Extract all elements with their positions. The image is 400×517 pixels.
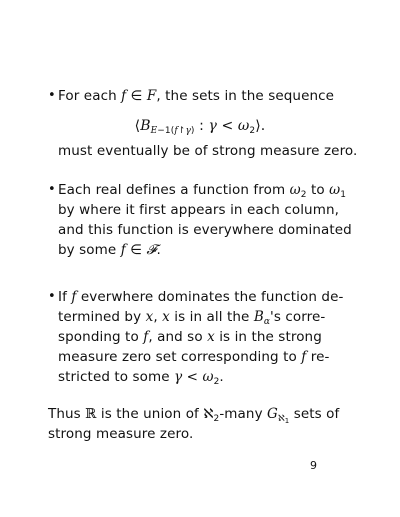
bullet-marker: • (48, 289, 56, 304)
bullet-1-line-3: must eventually be of strong measure zero. (58, 143, 358, 159)
page-number: 9 (310, 459, 318, 472)
bullet-1-line-1: For each f ∈ F, the sets in the sequence (58, 88, 335, 104)
conclusion-line-2: strong measure zero. (48, 426, 194, 442)
bullet-3-line-4: measure zero set corresponding to f re- (58, 349, 330, 365)
bullet-3-line-1: If f everwhere dominates the function de- (58, 289, 344, 305)
bullet-3-line-2: termined by x, x is in all the $B_\alpha's$ corre- (58, 309, 326, 327)
bullet-2-line-2: by where it first appears in each column, (58, 202, 340, 218)
bullet-2-line-1: Each real defines a function from $\omega_2$ to $\omega_1$ (58, 182, 347, 200)
bullet-3-line-3: sponding to f, and so x is in the strong (58, 329, 322, 345)
sequence-formula: $⟨B_{E-1(f↾\gamma)}$ : $\gamma < \omega_2⟩$. (134, 118, 266, 136)
bullet-marker: • (48, 88, 56, 103)
bullet-2-line-3: and this function is everywhere dominated (58, 222, 352, 238)
bullet-3-line-5: stricted to some $\gamma < \omega_2$. (58, 369, 224, 387)
bullet-marker: • (48, 182, 56, 197)
bullet-2-line-4: by some f ∈ 𝓕. (58, 242, 161, 258)
conclusion-line-1: Thus ℝ is the union of ℵ$_2$-many $G_{ℵ_1}$ sets of (48, 406, 340, 425)
